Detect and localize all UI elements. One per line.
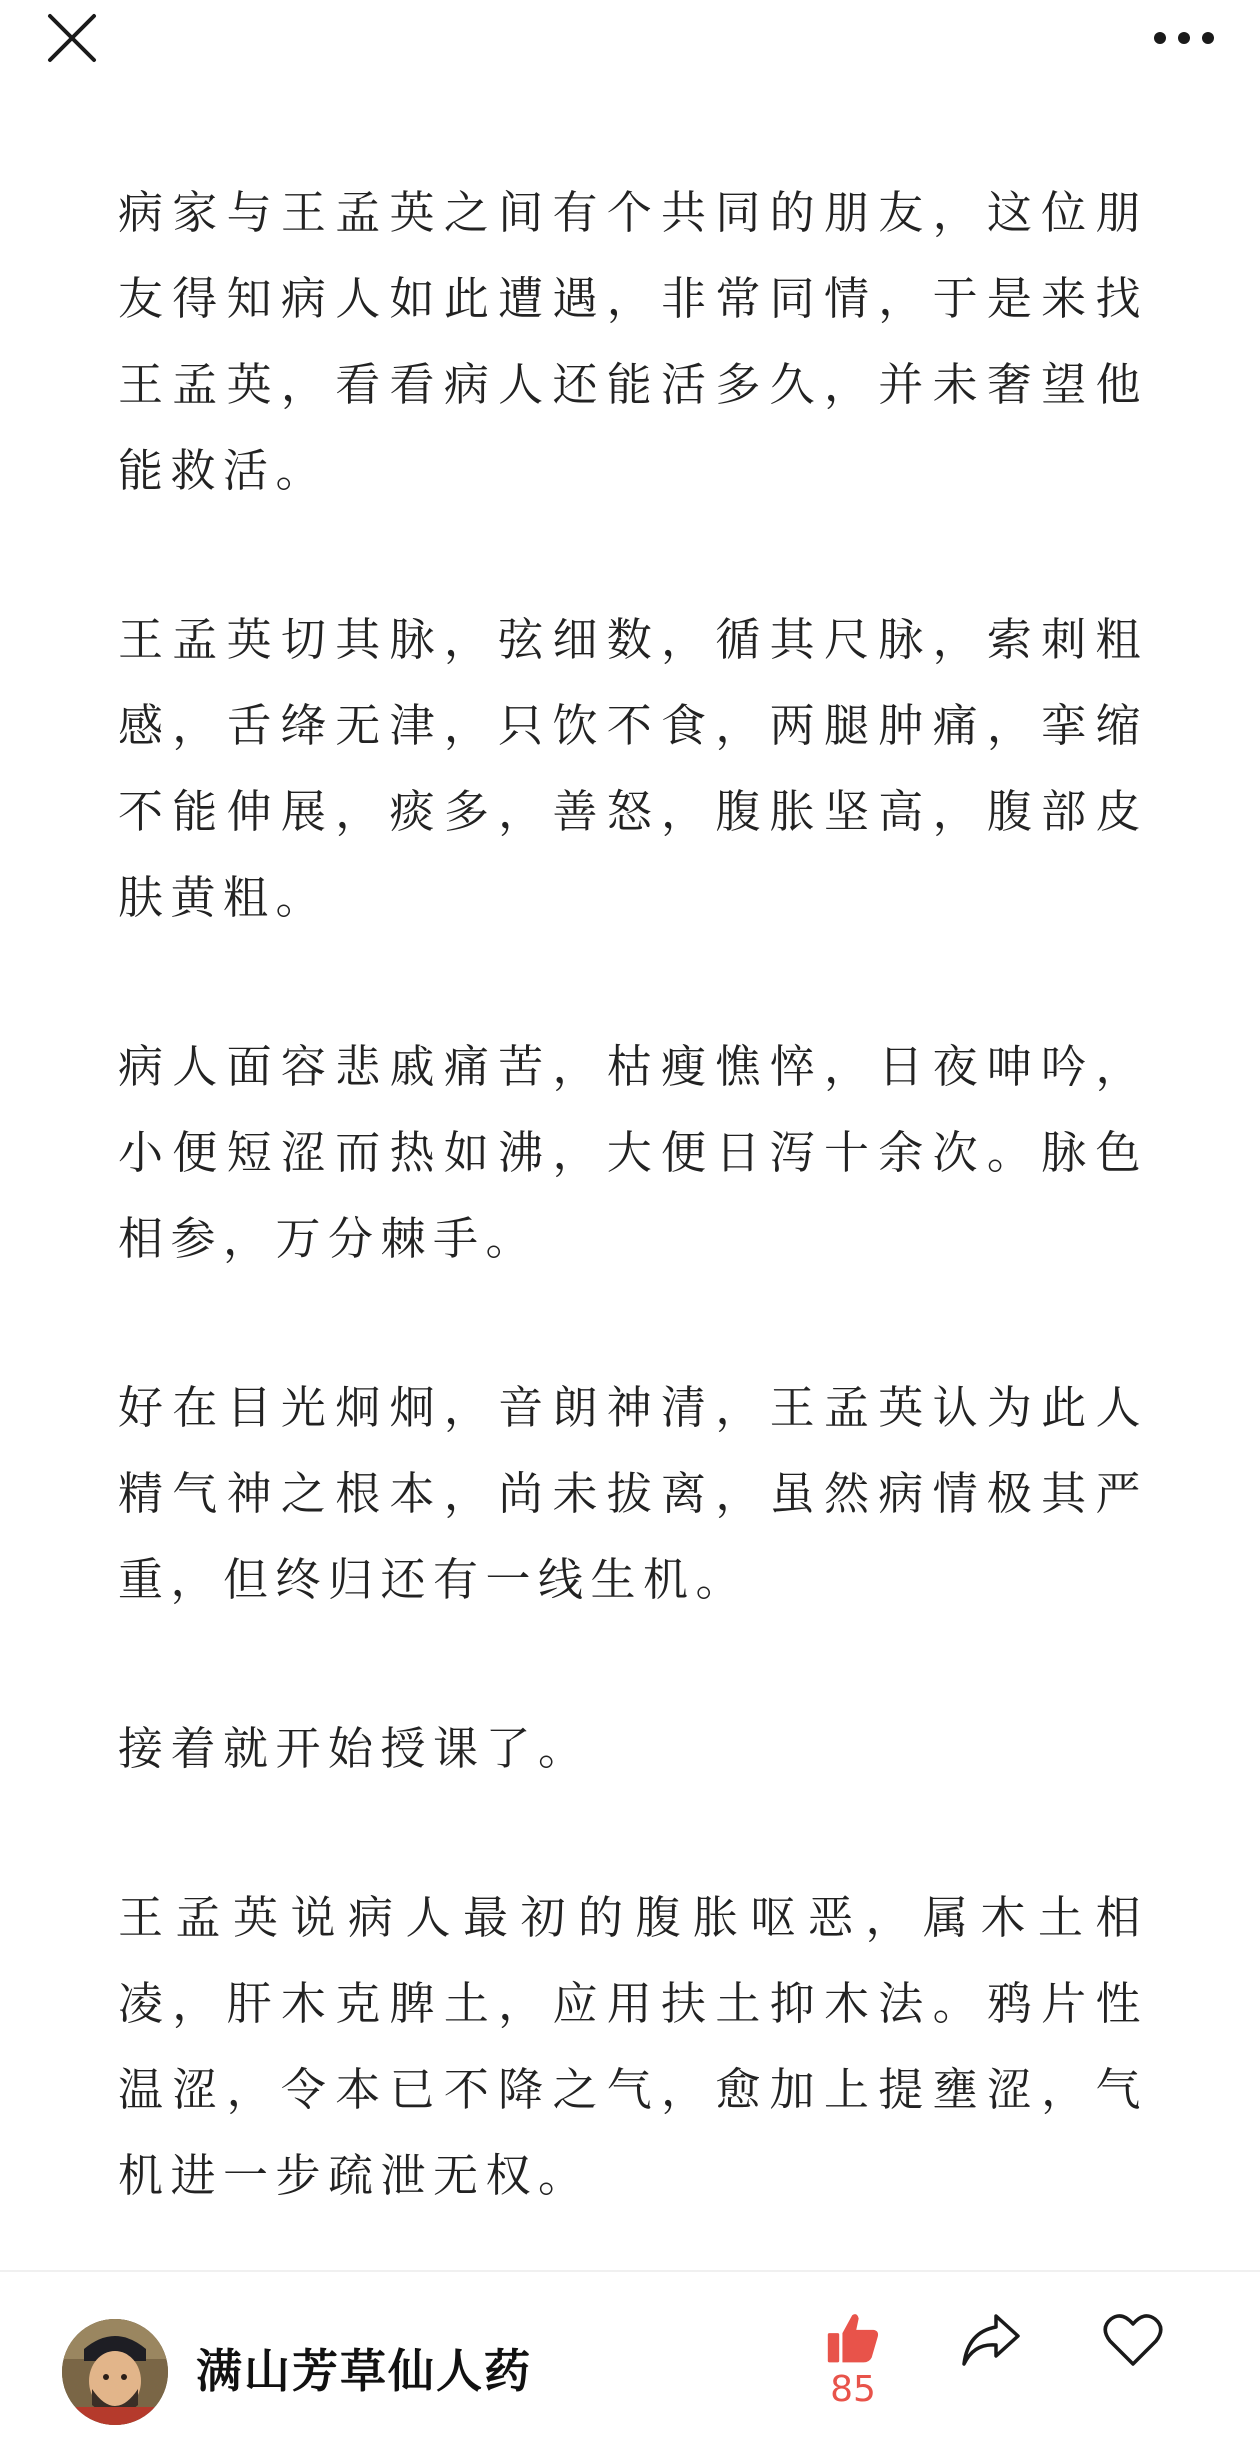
heart-icon <box>1102 2312 1164 2368</box>
article-paragraph: 病家与王孟英之间有个共同的朋友，这位朋友得知病人如此遭遇，非常同情，于是来找王孟英，看看病人还能活多久，并未奢望他能救活。 <box>118 186 1148 497</box>
favorite-button[interactable] <box>1088 2312 1178 2412</box>
article-paragraph: 王孟英切其脉，弦细数，循其尺脉，索刺粗感，舌绛无津，只饮不食，两腿肿痛，挛缩不能伸展，痰多，善怒，腹胀坚高，腹部皮肤黄粗。 <box>118 613 1148 924</box>
thumbs-up-icon <box>820 2312 886 2364</box>
like-button[interactable] <box>808 2312 898 2412</box>
avatar-image <box>62 2319 168 2425</box>
like-count: 85 <box>830 2369 876 2410</box>
article-paragraph: 王孟英说病人最初的腹胀呕恶，属木土相凌，肝木克脾土，应用扶土抑木法。鸦片性温涩，令本已不降之气，愈加上提壅涩，气机进一步疏泄无权。 <box>118 1891 1148 2202</box>
share-button[interactable] <box>946 2312 1036 2412</box>
bottom-action-bar <box>0 2270 1260 2449</box>
more-icon <box>1153 31 1215 45</box>
share-icon <box>960 2312 1022 2370</box>
article-paragraph: 好在目光炯炯，音朗神清，王孟英认为此人精气神之根本，尚未拔离，虽然病情极其严重，但终归还有一线生机。 <box>118 1381 1148 1606</box>
top-bar <box>0 0 1260 80</box>
author-avatar[interactable] <box>62 2319 168 2425</box>
close-button[interactable] <box>40 6 104 70</box>
article-body <box>118 170 1148 2302</box>
close-icon <box>46 12 98 64</box>
article-paragraph: 病人面容悲戚痛苦，枯瘦憔悴，日夜呻吟，小便短涩而热如沸，大便日泻十余次。脉色相参，万分棘手。 <box>118 1040 1148 1265</box>
article-paragraph: 接着就开始授课了。 <box>118 1722 591 1775</box>
author-name[interactable]: 满山芳草仙人药 <box>196 2344 532 2398</box>
more-options-button[interactable] <box>1144 6 1224 70</box>
